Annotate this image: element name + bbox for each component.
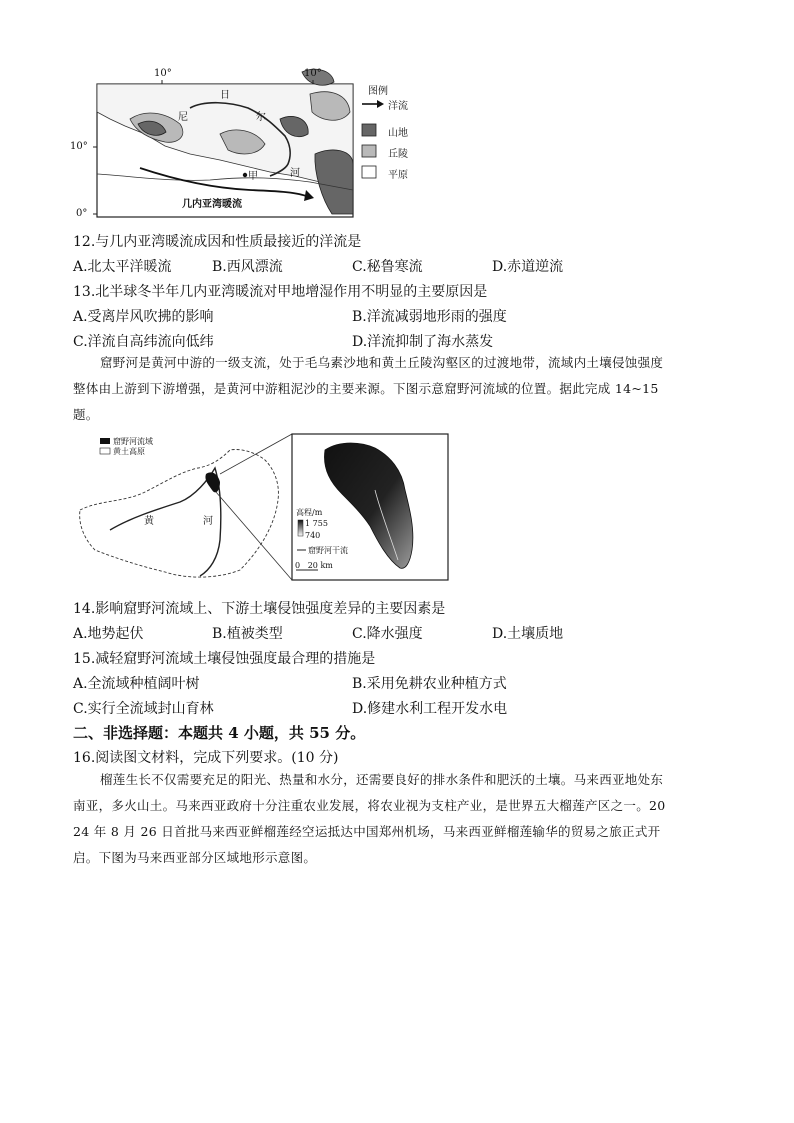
q12-option-b: B.西风漂流 [212, 259, 283, 275]
point-jia [243, 173, 247, 177]
q13-option-a: A.受离岸风吹拂的影响 [73, 309, 214, 325]
q16-line3: 24 年 8 月 26 日首批马来西亚鲜榴莲经空运抵达中国郑州机场，马来西亚鲜榴莲输华的贸易之旅正式开 [73, 824, 661, 839]
legend-plateau-label: 黄土高原 [113, 447, 145, 456]
yellow-river-char: 河 [203, 516, 213, 527]
q15-stem: 15.减轻窟野河流域土壤侵蚀强度最合理的措施是 [73, 651, 376, 667]
section-two-title: 二、非选择题：本题共 4 小题，共 55 分。 [73, 724, 366, 742]
q12-option-c: C.秘鲁寒流 [352, 259, 423, 275]
q16-line2: 南亚，多火山土。马来西亚政府十分注重农业发展，将农业视为支柱产业，是世界五大榴莲产区之一。20 [73, 798, 666, 813]
yellow-river-char: 黄 [144, 516, 154, 527]
legend-hill-label: 丘陵 [388, 149, 408, 160]
legend-plain-label: 平原 [388, 170, 408, 181]
lon-label-right: 10° [304, 68, 322, 79]
elevation-title: 高程/m [296, 508, 323, 517]
legend-basin-label: 窟野河流域 [113, 437, 153, 446]
elevation-legend-bar [298, 520, 303, 536]
legend-title: 图例 [368, 86, 388, 97]
q16-line1: 榴莲生长不仅需要充足的阳光、热量和水分，还需要良好的排水条件和肥沃的土壤。马来西亚地处东 [100, 772, 664, 787]
q14-option-d: D.土壤质地 [492, 626, 564, 642]
lat-label-10: 10° [70, 141, 88, 152]
river-char: 河 [290, 168, 300, 179]
q15-option-d: D.修建水利工程开发水电 [352, 701, 508, 717]
q12-option-d: D.赤道逆流 [492, 259, 564, 275]
legend-plateau-swatch [100, 448, 110, 454]
legend-current-label: 洋流 [388, 101, 408, 112]
elevation-low: 740 [305, 531, 321, 540]
elevation-high: 1 755 [305, 519, 328, 528]
legend-current-arrowhead [377, 100, 384, 108]
q12-stem: 12.与几内亚湾暖流成因和性质最接近的洋流是 [73, 234, 362, 250]
map-kuye-river [70, 430, 460, 590]
legend-mountain-swatch [362, 124, 376, 136]
q15-option-c: C.实行全流域封山育林 [73, 701, 214, 717]
lon-label-left: 10° [154, 68, 172, 79]
scale-label: 0 20 km [295, 561, 333, 570]
q15-option-b: B.采用免耕农业种植方式 [352, 676, 507, 692]
q14-stem: 14.影响窟野河流域上、下游土壤侵蚀强度差异的主要因素是 [73, 601, 446, 617]
passage1-line2: 整体由上游到下游增强，是黄河中游粗泥沙的主要来源。下图示意窟野河流域的位置。据此完成 14~15 [73, 381, 659, 396]
river-char: 日 [220, 90, 230, 101]
point-jia-label: 甲 [248, 171, 258, 182]
map-guinea-current [70, 64, 430, 224]
q13-option-c: C.洋流自高纬流向低纬 [73, 334, 214, 350]
river-char: 尔 [256, 112, 266, 123]
q14-option-b: B.植被类型 [212, 626, 283, 642]
q14-option-c: C.降水强度 [352, 626, 423, 642]
loess-plateau-outline [80, 449, 279, 577]
q12-option-a: A.北太平洋暖流 [73, 259, 172, 275]
q14-option-a: A.地势起伏 [73, 626, 144, 642]
q16-stem: 16.阅读图文材料，完成下列要求。(10 分) [73, 750, 339, 766]
q15-option-a: A.全流域种植阔叶树 [73, 676, 200, 692]
current-label: 几内亚湾暖流 [182, 199, 242, 210]
passage1-line1: 窟野河是黄河中游的一级支流，处于毛乌素沙地和黄土丘陵沟壑区的过渡地带，流域内土壤侵蚀强度 [100, 355, 664, 370]
q16-line4: 启。下图为马来西亚部分区域地形示意图。 [73, 850, 317, 865]
river-char: 尼 [178, 112, 188, 123]
legend-plain-swatch [362, 166, 376, 178]
passage1-line3: 题。 [73, 407, 99, 422]
legend-mountain-label: 山地 [388, 128, 408, 139]
q13-stem: 13.北半球冬半年几内亚湾暖流对甲地增湿作用不明显的主要原因是 [73, 284, 488, 300]
q13-option-d: D.洋流抑制了海水蒸发 [352, 334, 494, 350]
q13-option-b: B.洋流减弱地形雨的强度 [352, 309, 507, 325]
legend-hill-swatch [362, 145, 376, 157]
mainstream-label: 窟野河干流 [308, 546, 348, 555]
legend-basin-swatch [100, 438, 110, 444]
lat-label-0: 0° [76, 208, 88, 219]
